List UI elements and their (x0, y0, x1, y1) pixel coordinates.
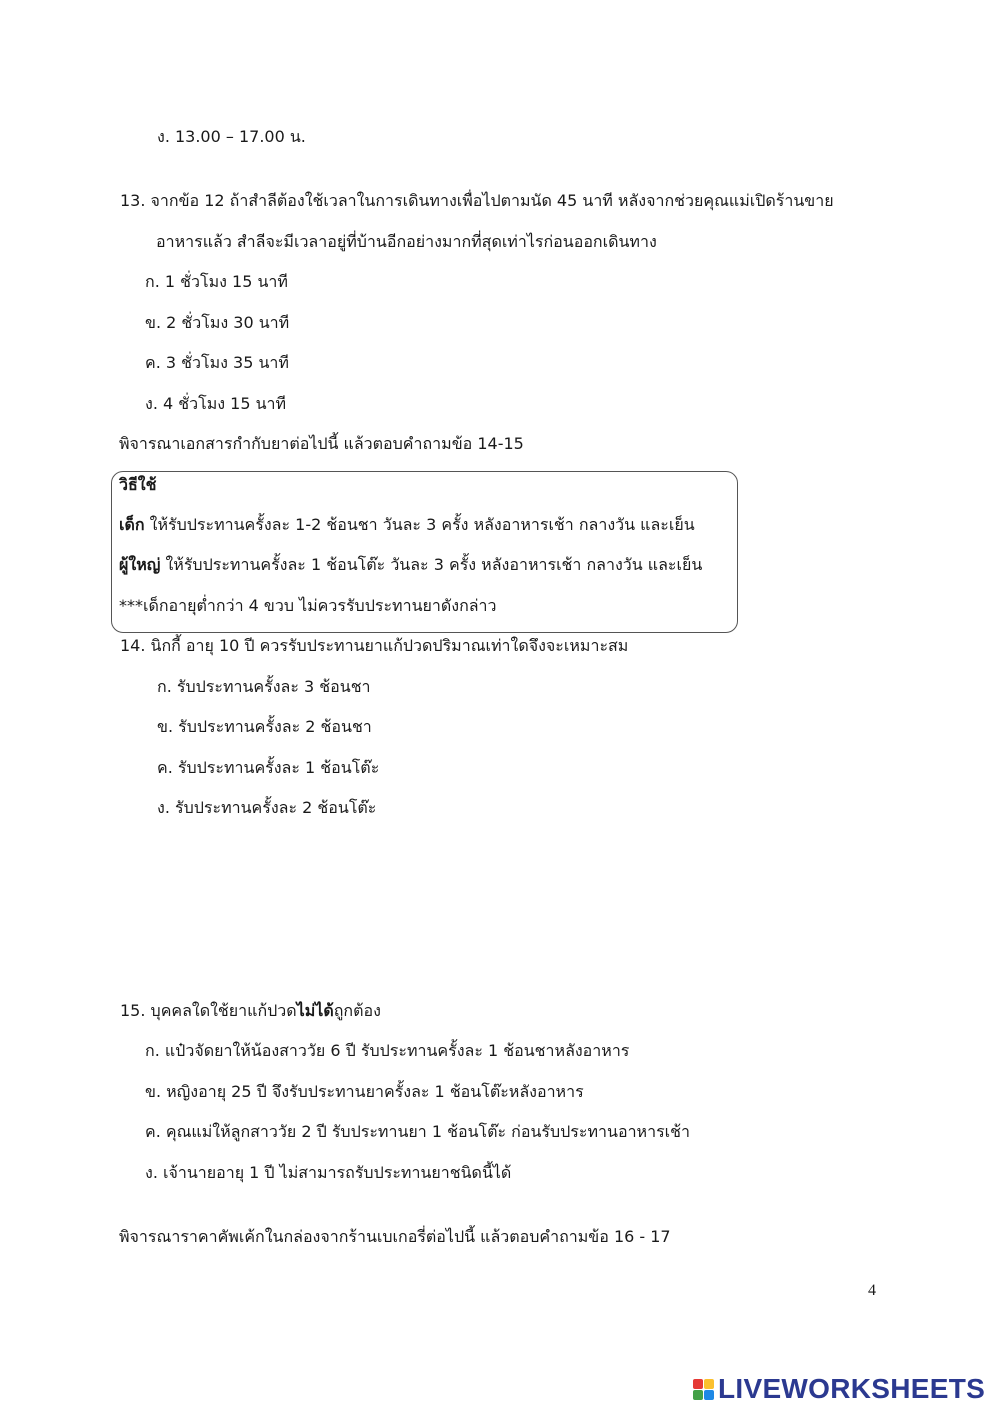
q13-stem-line1: 13. จากข้อ 12 ถ้าสำลีต้องใช้เวลาในการเดินทางเพื่อไปตามนัด 45 นาที หลังจากช่วยคุณแม่เปิดร้านขาย (120, 191, 834, 210)
logo-square-icon (704, 1379, 714, 1389)
instruction-16-17: พิจารณาราคาคัพเค้กในกล่องจากร้านเบเกอรี่ต่อไปนี้ แล้วตอบคำถามข้อ 16 - 17 (119, 1227, 671, 1246)
medicine-child-line (119, 514, 695, 536)
q14-option-c: ค. รับประทานครั้งละ 1 ช้อนโต๊ะ (157, 758, 380, 777)
liveworksheets-wordmark: LIVEWORKSHEETS (718, 1373, 986, 1404)
q13-option-d: ง. 4 ชั่วโมง 15 นาที (145, 394, 287, 413)
q14-option-a: ก. รับประทานครั้งละ 3 ช้อนชา (157, 677, 371, 696)
q13-option-c: ค. 3 ชั่วโมง 35 นาที (145, 353, 289, 372)
q15-stem (120, 1000, 381, 1022)
q14-option-b: ข. รับประทานครั้งละ 2 ช้อนชา (157, 717, 372, 736)
q13-option-b: ข. 2 ชั่วโมง 30 นาที (145, 313, 290, 332)
page-number: 4 (868, 1282, 876, 1299)
instruction-14-15: พิจารณาเอกสารกำกับยาต่อไปนี้ แล้วตอบคำถามข้อ 14-15 (119, 434, 524, 453)
q13-stem-line2: อาหารแล้ว สำลีจะมีเวลาอยู่ที่บ้านอีกอย่างมากที่สุดเท่าไรก่อนออกเดินทาง (156, 232, 657, 251)
q15-stem-post: ถูกต้อง (333, 1001, 381, 1020)
medicine-adult-line (119, 554, 702, 576)
q14-option-d: ง. รับประทานครั้งละ 2 ช้อนโต๊ะ (157, 798, 377, 817)
q14-stem: 14. นิกกี้ อายุ 10 ปี ควรรับประทานยาแก้ปวดปริมาณเท่าใดจึงจะเหมาะสม (120, 636, 629, 655)
adult-label: ผู้ใหญ่ (119, 555, 161, 574)
medicine-heading: วิธีใช้ (119, 475, 157, 494)
q15-option-b: ข. หญิงอายุ 25 ปี จึงรับประทานยาครั้งละ 1 ช้อนโต๊ะหลังอาหาร (145, 1082, 584, 1101)
q15-option-d: ง. เจ้านายอายุ 1 ปี ไม่สามารถรับประทานยาชนิดนี้ได้ (145, 1163, 512, 1182)
liveworksheets-logo[interactable] (692, 1374, 985, 1404)
medicine-warning: ***เด็กอายุต่ำกว่า 4 ขวบ ไม่ควรรับประทานยาดังกล่าว (119, 596, 497, 615)
child-dosage: ให้รับประทานครั้งละ 1-2 ช้อนชา วันละ 3 ครั้ง หลังอาหารเช้า กลางวัน และเย็น (144, 515, 695, 534)
adult-dosage: ให้รับประทานครั้งละ 1 ช้อนโต๊ะ วันละ 3 ครั้ง หลังอาหารเช้า กลางวัน และเย็น (160, 555, 703, 574)
liveworksheets-logo-icon (692, 1378, 714, 1400)
q12-option-d: ง. 13.00 – 17.00 น. (157, 127, 306, 146)
logo-square-icon (693, 1379, 703, 1389)
q15-stem-bold: ไม่ได้ (296, 1001, 334, 1020)
q13-option-a: ก. 1 ชั่วโมง 15 นาที (145, 272, 288, 291)
q15-option-a: ก. แป๋วจัดยาให้น้องสาววัย 6 ปี รับประทานครั้งละ 1 ช้อนชาหลังอาหาร (145, 1041, 630, 1060)
logo-square-icon (693, 1390, 703, 1400)
child-label: เด็ก (119, 515, 145, 534)
q15-stem-pre: 15. บุคคลใดใช้ยาแก้ปวด (120, 1001, 297, 1020)
logo-square-icon (704, 1390, 714, 1400)
q15-option-c: ค. คุณแม่ให้ลูกสาววัย 2 ปี รับประทานยา 1 ช้อนโต๊ะ ก่อนรับประทานอาหารเช้า (145, 1122, 690, 1141)
